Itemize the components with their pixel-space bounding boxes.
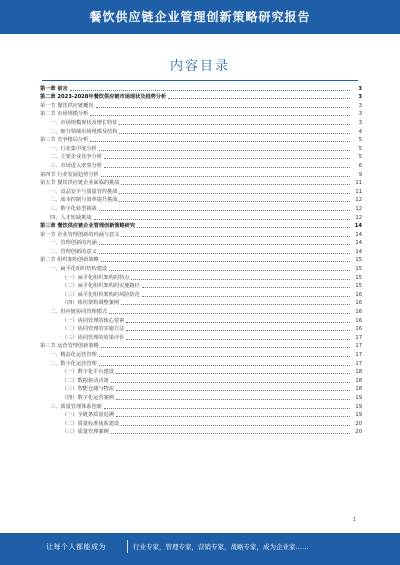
- toc-leader-dots: [99, 150, 350, 151]
- toc-title-divider: [42, 80, 358, 81]
- toc-leader-dots: [99, 253, 350, 254]
- toc-leader-dots: [101, 261, 350, 262]
- toc-leader-dots: [101, 347, 350, 348]
- toc-entry[interactable]: [40, 411, 362, 420]
- toc-entry-page: 16: [355, 300, 362, 307]
- toc-entry-title: 二、成本控制与效率提升挑战: [50, 197, 118, 204]
- toc-entry[interactable]: [40, 264, 362, 273]
- toc-entry-title: （一）数字化平台建设: [62, 369, 114, 376]
- toc-entry-title: （二）数据驱动决策: [62, 377, 109, 384]
- toc-entry[interactable]: [40, 290, 362, 299]
- toc-entry-page: 17: [355, 334, 362, 341]
- toc-entry[interactable]: [40, 299, 362, 308]
- toc-entry[interactable]: [40, 273, 362, 282]
- toc-entry[interactable]: [40, 136, 362, 145]
- toc-entry[interactable]: [40, 376, 362, 385]
- toc-leader-dots: [119, 133, 350, 134]
- toc-entry-title: （一）扁平化组织架构的特点: [62, 274, 130, 281]
- toc-entry-page: 17: [355, 352, 362, 358]
- toc-entry[interactable]: [40, 419, 362, 428]
- toc-entry[interactable]: [40, 325, 362, 334]
- toc-entry[interactable]: [40, 393, 362, 402]
- toc-entry-page: 19: [355, 412, 362, 419]
- toc-leader-dots: [116, 390, 350, 391]
- toc-entry-page: 14: [355, 248, 362, 255]
- toc-leader-dots: [142, 287, 350, 288]
- report-title: 餐饮供应链企业管理创新策略研究报告: [89, 10, 311, 24]
- toc-entry-page: 5: [358, 137, 362, 144]
- toc-entry-title: （三）扁平化组织架构的风险防范: [62, 291, 140, 298]
- toc-entry-title: 第一节 餐饮供应链概况: [40, 102, 94, 109]
- toc-entry-title: （一）全链条质量追溯: [62, 412, 114, 419]
- toc-entry-title: 一、精益化运营管理: [50, 352, 97, 358]
- toc-leader-dots: [116, 399, 350, 400]
- toc-entry[interactable]: [40, 153, 362, 162]
- toc-leader-dots: [121, 425, 350, 426]
- toc-entry-title: 三、质量管理体系创新: [50, 403, 102, 410]
- toc-entry-title: 第五节 餐饮供应链企业面临的挑战: [40, 180, 120, 187]
- toc-leader-dots: [116, 373, 350, 374]
- toc-leader-dots: [101, 176, 350, 177]
- footer-slogan-roles: 行业专家，管理专家，营销专家，战略专家，成为企业家……: [133, 543, 309, 551]
- toc-entry-title: （二）质量标准体系建设: [62, 420, 120, 427]
- toc-entry-page: 19: [355, 403, 362, 410]
- toc-entry-page: 14: [355, 231, 362, 238]
- toc-entry-page: 11: [355, 180, 362, 187]
- toc-leader-dots: [121, 236, 350, 237]
- toc-entry-title: （一）协同管理的核心要素: [62, 317, 125, 324]
- toc-entry-title: （二）协同管理的实施方法: [62, 326, 125, 333]
- toc-entry-page: 19: [355, 394, 362, 401]
- toc-entry-page: 15: [355, 257, 362, 264]
- toc-entry-page: 14: [354, 223, 362, 230]
- toc-entry-page: 4: [358, 128, 362, 135]
- toc-entry[interactable]: [40, 93, 362, 102]
- toc-leader-dots: [142, 296, 350, 297]
- toc-entry[interactable]: [40, 350, 362, 359]
- toc-entry[interactable]: [40, 428, 362, 437]
- toc-entry-title: （四）数字化运营案例: [62, 394, 114, 401]
- toc-entry-title: 第三节 竞争格局分析: [40, 137, 89, 144]
- toc-entry[interactable]: [40, 144, 362, 153]
- toc-entry[interactable]: [40, 316, 362, 325]
- toc-entry-title: 一、市场规模现状及增长特征: [50, 119, 118, 126]
- toc-entry-page: 16: [355, 326, 362, 333]
- toc-entry-title: （三）协同管理的效果评价: [62, 334, 125, 341]
- toc-entry-page: 12: [355, 197, 362, 204]
- footer-divider: [127, 540, 128, 553]
- toc-entry[interactable]: [40, 247, 362, 256]
- toc-entry-page: 12: [355, 205, 362, 212]
- toc-leader-dots: [96, 107, 350, 108]
- toc-leader-dots: [90, 141, 350, 142]
- toc-entry[interactable]: [40, 385, 362, 394]
- toc-entry-title: 第一节 企业管理创新的内涵与意义: [40, 231, 120, 238]
- toc-entry-page: 12: [355, 214, 362, 221]
- toc-entry-title: 三、数字化转型挑战: [50, 205, 97, 212]
- toc-entry-page: 3: [358, 94, 362, 101]
- toc-entry-title: 一、食品安全与质量管控挑战: [50, 188, 118, 195]
- toc-entry-page: 17: [355, 360, 362, 367]
- toc-leader-dots: [99, 244, 350, 245]
- toc-entry-title: 一、扁平化组织结构建设: [50, 266, 108, 273]
- toc-entry-page: 15: [355, 274, 362, 281]
- toc-leader-dots: [126, 322, 350, 323]
- toc-entry-title: （二）扁平化组织架构的实施路径: [62, 283, 140, 290]
- toc-entry-page: 16: [355, 309, 362, 316]
- toc-leader-dots: [131, 279, 350, 280]
- toc-entry[interactable]: [40, 333, 362, 342]
- toc-entry-title: 一、行业集中度分析: [50, 145, 97, 152]
- toc-entry-page: 6: [358, 162, 362, 169]
- toc-entry[interactable]: [40, 179, 362, 188]
- toc-leader-dots: [99, 210, 350, 211]
- toc-leader-dots: [137, 227, 350, 228]
- page-number: 1: [352, 517, 356, 523]
- toc-entry-title: （四）组织架构调整案例: [62, 300, 120, 307]
- toc-entry-title: 第二节 市场规模分析: [40, 111, 89, 118]
- toc-entry-title: 第三节 运营管理创新策略: [40, 343, 99, 350]
- toc-entry[interactable]: [40, 187, 362, 196]
- toc-entry-title: 第三章 餐饮供应链企业管理创新策略研究: [40, 223, 136, 230]
- toc-entry[interactable]: [40, 307, 362, 316]
- toc-entry-title: 四、人才短缺挑战: [50, 214, 92, 221]
- toc-entry-page: 15: [355, 266, 362, 273]
- toc-entry[interactable]: [40, 256, 362, 265]
- table-of-contents: [40, 84, 362, 436]
- toc-entry[interactable]: [40, 127, 362, 136]
- toc-leader-dots: [104, 167, 350, 168]
- toc-entry-title: 二、细分领域市场规模及结构: [50, 128, 118, 135]
- toc-leader-dots: [99, 356, 350, 357]
- toc-title: 内容目录: [169, 59, 230, 74]
- toc-leader-dots: [109, 270, 350, 271]
- toc-entry-page: 18: [355, 386, 362, 393]
- toc-entry[interactable]: [40, 213, 362, 222]
- toc-entry[interactable]: [40, 170, 362, 179]
- toc-entry[interactable]: [40, 161, 362, 170]
- toc-entry[interactable]: [40, 239, 362, 248]
- toc-entry[interactable]: [40, 196, 362, 205]
- toc-entry-page: 9: [358, 171, 362, 178]
- toc-entry-title: 三、市场进入壁垒分析: [50, 162, 102, 169]
- toc-entry[interactable]: [40, 204, 362, 213]
- toc-entry-title: 第四节 行业发展趋势分析: [40, 171, 99, 178]
- toc-entry[interactable]: [40, 342, 362, 351]
- toc-entry-page: 11: [355, 188, 362, 195]
- toc-entry-page: 3: [358, 102, 362, 109]
- toc-leader-dots: [111, 382, 350, 383]
- toc-leader-dots: [121, 304, 350, 305]
- toc-leader-dots: [111, 433, 350, 434]
- toc-leader-dots: [119, 201, 350, 202]
- toc-entry-title: （三）质量管理案例: [62, 429, 109, 436]
- toc-leader-dots: [104, 408, 350, 409]
- toc-entry[interactable]: [40, 402, 362, 411]
- toc-entry-page: 16: [355, 317, 362, 324]
- toc-leader-dots: [104, 158, 350, 159]
- toc-entry[interactable]: [40, 84, 362, 93]
- toc-entry-page: 3: [358, 111, 362, 118]
- toc-leader-dots: [109, 313, 350, 314]
- toc-entry-page: 15: [355, 283, 362, 290]
- toc-leader-dots: [119, 124, 350, 125]
- toc-entry-title: 第二节 组织架构创新策略: [40, 257, 99, 264]
- toc-entry-page: 20: [355, 429, 362, 436]
- toc-entry-page: 20: [355, 420, 362, 427]
- toc-leader-dots: [94, 219, 350, 220]
- toc-entry[interactable]: [40, 110, 362, 119]
- toc-leader-dots: [126, 339, 350, 340]
- toc-entry-page: 3: [358, 85, 362, 92]
- toc-leader-dots: [99, 365, 350, 366]
- toc-leader-dots: [168, 98, 350, 99]
- toc-entry-title: 二、管理创新的意义: [50, 248, 97, 255]
- footer-slogan-lead: 让每个人都能成为: [46, 543, 106, 551]
- toc-entry[interactable]: [40, 222, 362, 231]
- toc-entry[interactable]: [40, 359, 362, 368]
- toc-entry-page: 16: [355, 291, 362, 298]
- toc-entry-title: 第二章 2023-2028年餐饮供应链市场现状及趋势分析: [40, 94, 167, 101]
- toc-entry-title: 一、管理创新的内涵: [50, 240, 97, 247]
- toc-entry[interactable]: [40, 368, 362, 377]
- toc-leader-dots: [121, 184, 350, 185]
- toc-leader-dots: [116, 416, 350, 417]
- toc-entry-title: 二、主要企业竞争分析: [50, 154, 102, 161]
- toc-entry-page: 14: [355, 240, 362, 247]
- toc-entry-page: 18: [355, 377, 362, 384]
- toc-entry[interactable]: [40, 118, 362, 127]
- toc-entry-title: 二、供应链协同管理模式: [50, 309, 108, 316]
- toc-leader-dots: [70, 90, 350, 91]
- toc-entry-title: 第一章 前言: [40, 85, 68, 92]
- toc-entry-page: 18: [355, 369, 362, 376]
- toc-leader-dots: [126, 330, 350, 331]
- toc-entry-page: 5: [358, 154, 362, 161]
- toc-entry-title: 二、数字化运营管理: [50, 360, 97, 367]
- toc-entry[interactable]: [40, 282, 362, 291]
- toc-entry-title: （三）智能仓储与物流: [62, 386, 114, 393]
- toc-entry-page: 5: [358, 145, 362, 152]
- toc-entry[interactable]: [40, 101, 362, 110]
- toc-leader-dots: [90, 115, 350, 116]
- toc-entry-page: 3: [358, 119, 362, 126]
- toc-entry-page: 17: [355, 343, 362, 350]
- toc-leader-dots: [119, 193, 350, 194]
- toc-entry[interactable]: [40, 230, 362, 239]
